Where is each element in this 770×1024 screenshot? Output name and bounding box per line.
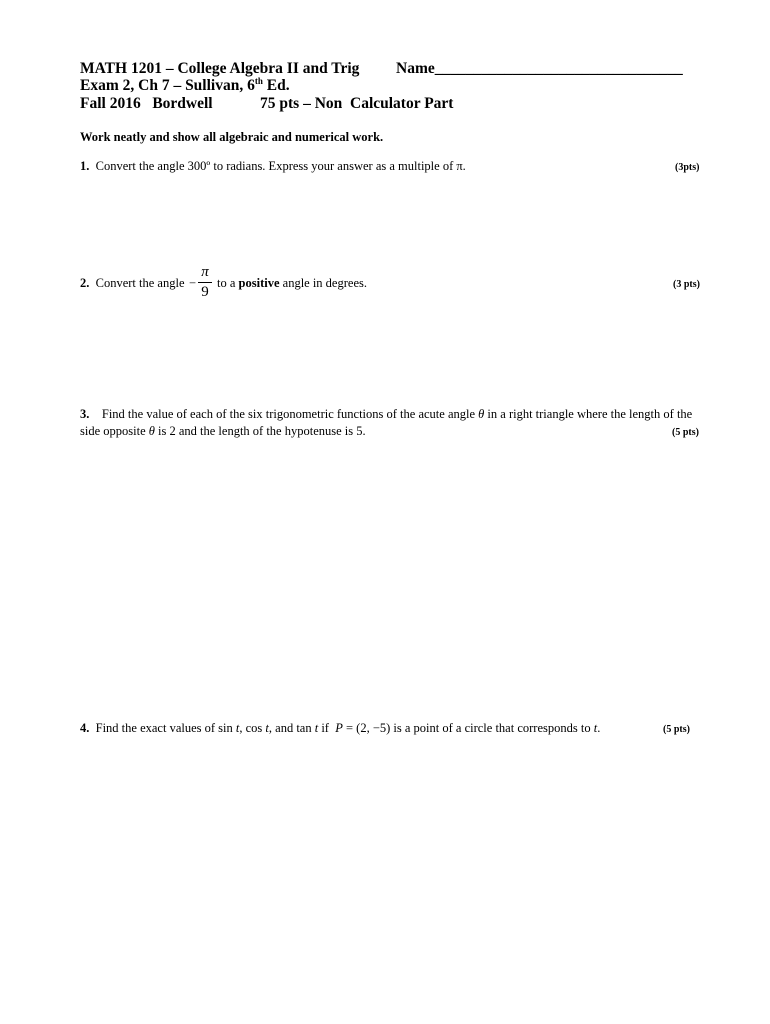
name-label: Name [396,60,435,77]
question-number: 1. [80,159,90,173]
variable-t: t [314,721,319,735]
exam-points: 75 pts – Non Calculator Part [260,95,454,112]
question-text: to a [217,276,236,290]
question-text: = (2, −5) is a point of a circle that corresponds to [345,721,591,735]
instructions: Work neatly and show all algebraic and numerical work. [80,130,384,144]
question-text: Find the exact values of sin [95,721,233,735]
question-text: if [318,721,329,735]
fraction-numerator: π [201,264,209,280]
variable-t: t [265,721,269,735]
question-3-line-2 [80,424,366,439]
question-1-points: (3pts) [675,162,700,173]
question-2 [80,276,185,291]
theta-symbol: θ [478,407,485,421]
question-text: angle in degrees. [282,276,367,290]
fraction-bar [198,282,212,283]
question-1 [80,159,466,174]
question-number: 4. [80,721,90,735]
question-number: 3. [80,407,90,421]
variable-t: t [235,721,240,735]
exam-prefix: Exam 2, Ch 7 – Sullivan, 6 [80,77,255,94]
question-3-line-1 [80,407,692,422]
exam-info [80,77,290,95]
question-text: Find the value of each of the six trigonometric functions of the acute angle [101,407,476,421]
question-text: is 2 and the length of the hypotenuse is 5. [158,424,366,438]
question-text: , and tan [268,721,312,735]
term-instructor: Fall 2016 Bordwell [80,95,213,112]
fraction-denominator: 9 [201,284,209,300]
question-3-points: (5 pts) [672,427,699,438]
variable-p: P [335,721,343,735]
question-text: . [597,721,601,735]
question-number: 2. [80,276,90,290]
name-line: ________________________________ [434,60,683,77]
course-title: MATH 1201 – College Algebra II and Trig [80,60,360,77]
theta-symbol: θ [148,424,155,438]
question-2-points: (3 pts) [673,279,700,290]
emphasis-positive: positive [238,276,280,290]
exam-suffix: Ed. [262,77,290,94]
question-text: side opposite [80,424,146,438]
question-text: Convert the angle [95,276,185,290]
fraction-pi-over-9 [197,264,213,301]
exam-sup: th [254,75,263,86]
question-4-points: (5 pts) [663,724,690,735]
question-2-rest [217,276,367,291]
question-4 [80,721,600,736]
name-field[interactable] [396,60,683,78]
question-text: , cos [239,721,263,735]
question-text: Convert the angle 300º to radians. Express your answer as a multiple of π. [95,159,466,173]
question-text: in a right triangle where the length of the [487,407,693,421]
minus-sign: − [189,276,197,290]
variable-t: t [593,721,598,735]
